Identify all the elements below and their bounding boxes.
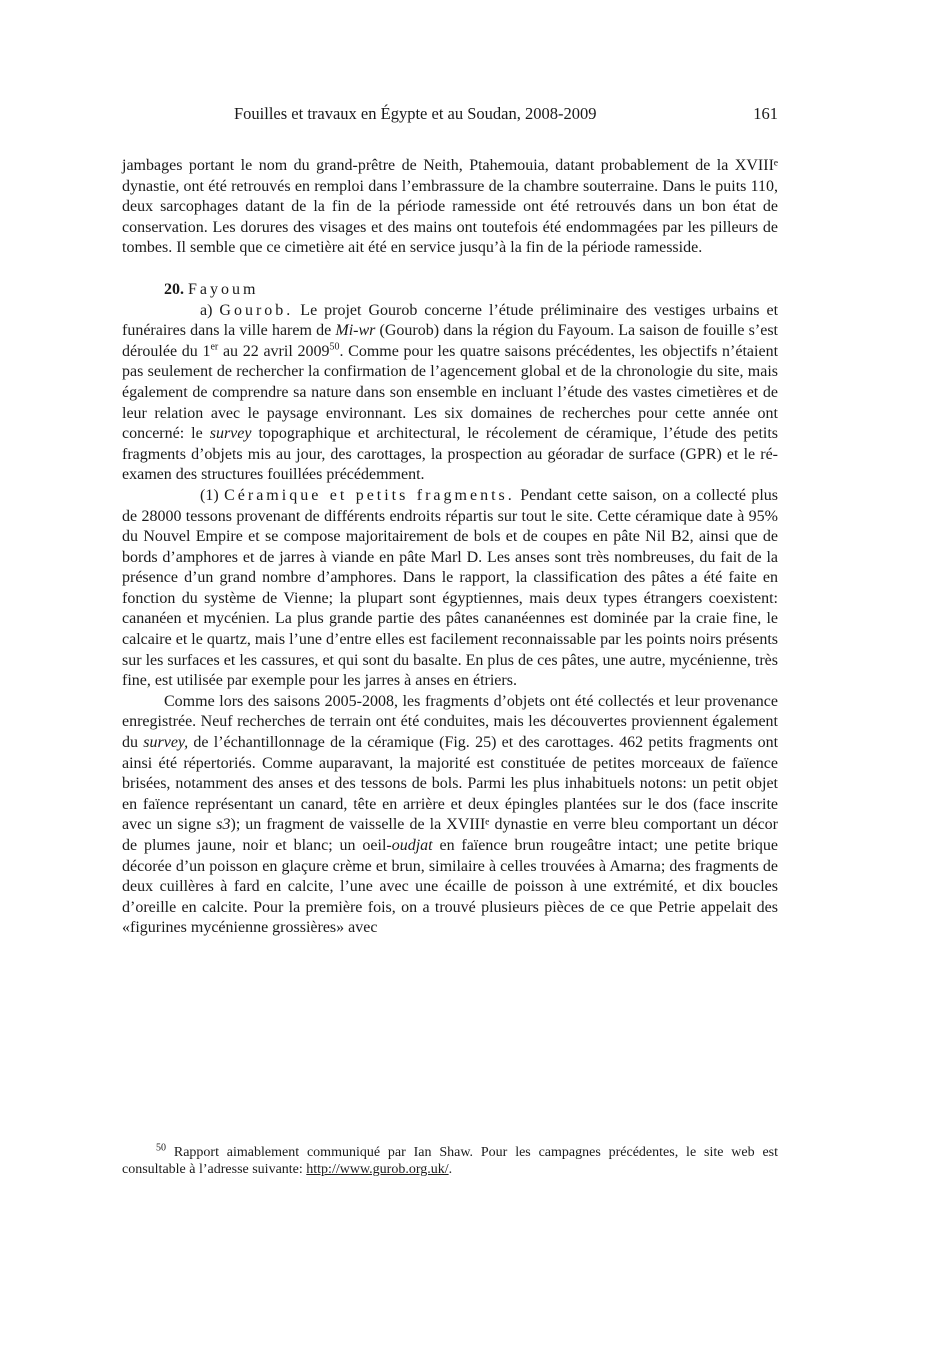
superscript: er [210,341,219,353]
italic-term: s3 [216,816,231,834]
italic-term: survey, [143,734,189,752]
text-run: de l’échantillonnage de la céramique (Fig. 25) et des carottages. 462 petits fragments ont ainsi été répertoriés. Comme auparavant, la majorité est constituée de petites morceaux de faïence brisées, notamment des anses et des tessons de bols. Parmi les plus inhabituels notons: un petit objet en faïence représentant un canard, tête en arrière et deux épingles plantées sur le dos (face inscrite avec un signe [122,734,779,834]
italic-term: Mi-wr [335,322,376,340]
text-run: ); un fragment de vaisselle de la XVIIIᵉ dynastie en verre bleu comportant un décor de plumes jaune, noir et blanc; un oeil- [122,816,779,854]
running-title: Fouilles et travaux en Égypte et au Soudan, 2008-2009 [234,104,597,123]
text-run: au 22 avril 2009 [222,342,330,360]
footnote-text [122,1144,778,1178]
text-run: (Gourob) dans la région du Fayoum. La saison de fouille s’est déroulée du 1 [122,322,778,360]
section-title: Fayoum [188,280,259,298]
footnote-reference: 50 [329,341,340,353]
text-run: topographique et architectural, le récolement de céramique, l’étude des petits fragments d’objets mis au jour, des carottages, la prospection au géoradar de surface (GPR) et le ré-examen des structures fouillées précédemment. [122,425,779,484]
section-number: 20. [164,280,184,298]
paragraph-fragments [122,692,778,939]
subsection-label: a) [200,301,213,319]
subsection-title: Céramique et petits fragments. [224,486,515,504]
page-number: 161 [753,104,778,123]
body-text [122,156,778,939]
subsection-title: Gourob. [219,301,294,319]
italic-term: oudjat [391,837,433,854]
subsection-label: (1) [200,486,219,504]
text-run: Pendant cette saison, on a collecté plus de 28000 tessons provenant de différents endroits répartis sur tout le site. Cette céramique date à 95% du Nouvel Empire et se compose majoritairement de bols et de coupes en pâte Nil B2, ainsi que de bords d’amphores et de jarres à viande en pâte Marl D. Les anses sont très nombreuses, du fait de la présence d’un grand nombre d’amphores. Dans le rapport, la classification des pâtes a été faite en fonction du système de Vienne; la plupart sont égyptiennes, mais deux types étrangers coexistent: cananéen et mycénien. La plus grande partie des pâtes cananéennes est dominée par la craie fine, le calcaire et le quartz, mais l’une d’entre elles est facilement reconnaissable par les points noirs présents sur les surfaces et les cassures, et qui sont du basalte. En plus de ces pâtes, une autre, mycénienne, très fine, est utilisée par exemple pour les jarres à anses en étriers. [122,486,779,690]
section-heading [122,280,778,301]
footnote-number: 50 [156,1142,166,1154]
text-run: en faïence brun rougeâtre intact; une petite brique décorée d’un poisson en glaçure crème et brun, similaire à celles trouvées à Amarna; des fragments de deux cuillères à fard en calcite, l’une avec une écaille de poisson à une extrémité, et dix boucles d’oreille en calcite. Pour la première fois, on a trouvé plusieurs pièces de ce que Petrie appelait des «figurines mycénienne grossières» avec [122,837,778,937]
text-run: Le projet Gourob concerne l’étude préliminaire des vestiges urbains et funéraires dans la ville harem de [122,301,779,340]
text-run: . Comme pour les quatre saisons précédentes, les objectifs n’étaient pas seulement de rechercher la confirmation de l’agencement global et de la chronologie du site, mais également de comprendre sa nature dans son ensemble en incluant l’étude des vastes cimetières et de leur relation avec le paysage environnant. Les six domaines de recherches pour cette année ont concerné: le [122,342,779,443]
footnote [122,1144,778,1178]
text-run: Comme lors des saisons 2005-2008, les fragments d’objets ont été collectés et leur provenance enregistrée. Neuf recherches de terrain ont été conduites, mais les découvertes proviennent également du [122,692,778,752]
paragraph-gourob [122,301,778,486]
text-run: Rapport aimablement communiqué par Ian Shaw. Pour les campagnes précédentes, le site web est consultable à l’adresse suivante: [122,1145,779,1177]
text-run: . [448,1162,453,1177]
paragraph-continuation: jambages portant le nom du grand-prêtre de Neith, Ptahemouia, datant probablement de la XVIIIᵉ dynastie, ont été retrouvés en remploi dans l’embrassure de la chambre souterraine. Dans le puits 110, deux sarcophages datant de la fin de la période ramesside ont été retrouvés dans un bon état de conservation. Les dorures des visages et des mains ont toutefois été endommagées par les pilleurs de tombes. Il semble que ce cimetière ait été en service jusqu’à la fin de la période ramesside. [122,157,778,257]
paragraph-ceramique [122,486,778,692]
italic-term: survey [209,425,252,443]
footnote-link[interactable]: http://www.gurob.org.uk/ [306,1162,449,1177]
